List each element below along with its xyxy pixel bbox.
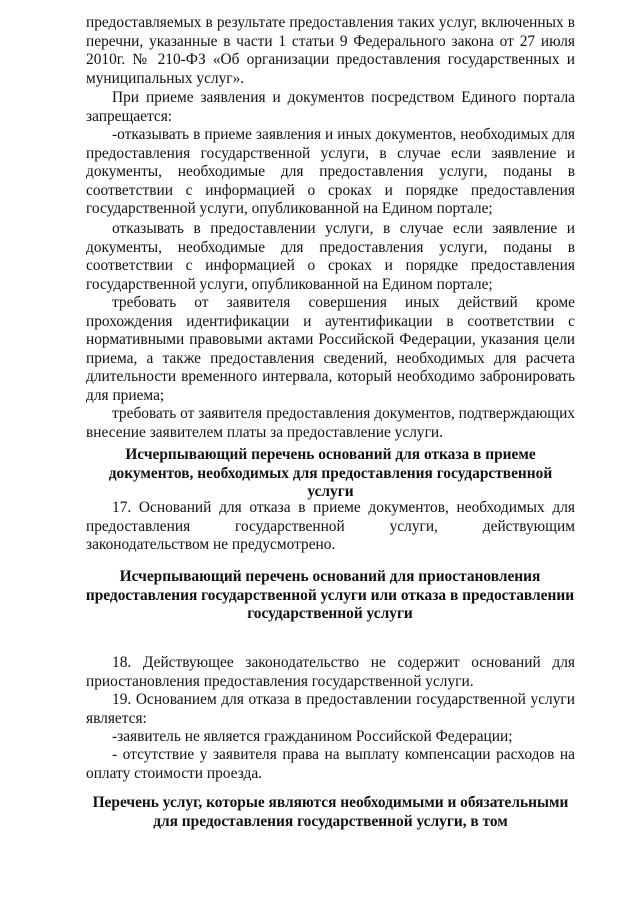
section-heading-suspension: Исчерпывающий перечень оснований для приостановления предоставления государственной услуги или отказа в предоставлении государственной услуги xyxy=(85,568,575,623)
paragraph-require-actions: требовать от заявителя совершения иных действий кроме прохождения идентификации и аутентификации в соответствии с нормативными правовыми актами Российской Федерации, указания цели приема, а также предоставления сведений, необходимых для расчета длительности временного интервала, который необходимо забронировать для приема; xyxy=(86,294,575,404)
section-heading-refusal-acceptance: Исчерпывающий перечень оснований для отказа в приеме документов, необходимых для предоставления государственной услуги xyxy=(108,446,553,501)
paragraph-18: 18. Действующее законодательство не содержит оснований для приостановления предоставления государственной услуги. xyxy=(86,654,575,690)
paragraph-portal-prohibitions: При приеме заявления и документов посредством Единого портала запрещается: xyxy=(86,89,575,125)
paragraph-continuation: предоставляемых в результате предоставления таких услуг, включенных в перечни, указанные в части 1 статьи 9 Федерального закона от 27 июля 2010г. № 210-ФЗ «Об организации предоставления государственных и муниципальных услуг». xyxy=(86,14,575,87)
paragraph-17: 17. Оснований для отказа в приеме документов, необходимых для предоставления государственной услуги, действующим законодательством не предусмотрено. xyxy=(86,499,575,554)
section-heading-required-services: Перечень услуг, которые являются необходимыми и обязательными для предоставления государственной услуги, в том xyxy=(92,794,569,830)
paragraph-require-payment-docs: требовать от заявителя предоставления документов, подтверждающих внесение заявителем платы за предоставление услуги. xyxy=(86,405,575,441)
paragraph-refuse-acceptance: -отказывать в приеме заявления и иных документов, необходимых для предоставления государственной услуги, в случае если заявление и документы, необходимые для предоставления услуги, поданы в соответствии с информацией о сроках и порядке предоставления государственной услуги, опубликованной на Едином портале; xyxy=(86,126,575,218)
paragraph-refuse-service: отказывать в предоставлении услуги, в случае если заявление и документы, необходимые для предоставления услуги, поданы в соответствии с информацией о сроках и порядке предоставления государственной услуги, опубликованной на Едином портале; xyxy=(86,220,575,293)
paragraph-not-citizen: -заявитель не является гражданином Российской Федерации; xyxy=(112,728,513,745)
paragraph-19: 19. Основанием для отказа в предоставлении государственной услуги является: xyxy=(86,691,575,727)
paragraph-no-right: - отсутствие у заявителя права на выплату компенсации расходов на оплату стоимости проезда. xyxy=(86,746,575,782)
